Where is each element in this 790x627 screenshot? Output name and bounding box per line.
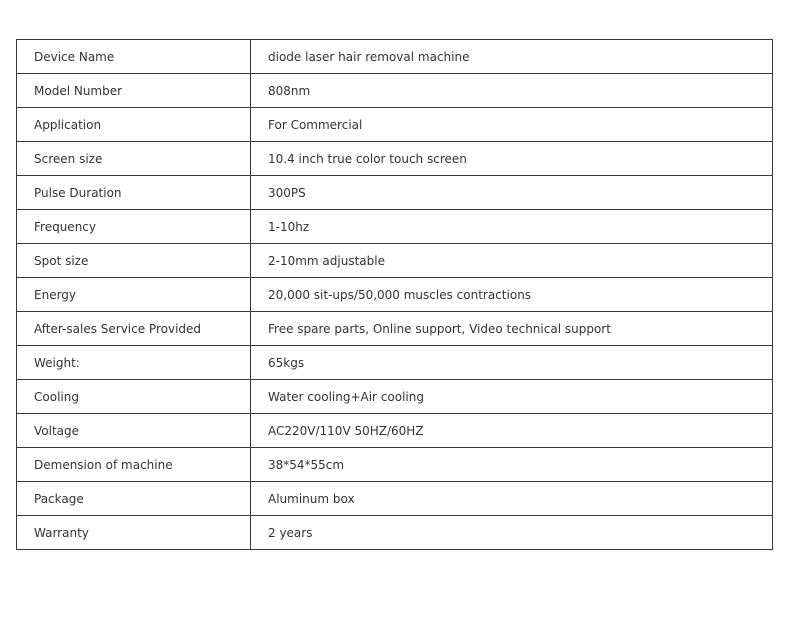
spec-value: 10.4 inch true color touch screen — [251, 142, 773, 176]
spec-label: Demension of machine — [17, 448, 251, 482]
table-row — [17, 516, 773, 550]
spec-label: Voltage — [17, 414, 251, 448]
table-row — [17, 346, 773, 380]
table-row — [17, 176, 773, 210]
spec-label: Pulse Duration — [17, 176, 251, 210]
spec-value: diode laser hair removal machine — [251, 40, 773, 74]
spec-label: Device Name — [17, 40, 251, 74]
spec-value: AC220V/110V 50HZ/60HZ — [251, 414, 773, 448]
spec-label: Frequency — [17, 210, 251, 244]
spec-value: 808nm — [251, 74, 773, 108]
spec-label: Warranty — [17, 516, 251, 550]
table-row — [17, 244, 773, 278]
table-row — [17, 448, 773, 482]
spec-value: Aluminum box — [251, 482, 773, 516]
spec-table — [16, 39, 773, 550]
spec-value: 2 years — [251, 516, 773, 550]
spec-value: For Commercial — [251, 108, 773, 142]
spec-value: 300PS — [251, 176, 773, 210]
spec-label: Weight: — [17, 346, 251, 380]
table-row — [17, 278, 773, 312]
spec-value: 38*54*55cm — [251, 448, 773, 482]
spec-label: Cooling — [17, 380, 251, 414]
spec-label: Screen size — [17, 142, 251, 176]
table-row — [17, 142, 773, 176]
table-row — [17, 210, 773, 244]
spec-label: After-sales Service Provided — [17, 312, 251, 346]
spec-value: Free spare parts, Online support, Video technical support — [251, 312, 773, 346]
spec-value: Water cooling+Air cooling — [251, 380, 773, 414]
spec-label: Energy — [17, 278, 251, 312]
spec-value: 20,000 sit-ups/50,000 muscles contractions — [251, 278, 773, 312]
table-row — [17, 482, 773, 516]
table-row — [17, 380, 773, 414]
table-row — [17, 414, 773, 448]
spec-label: Package — [17, 482, 251, 516]
table-row — [17, 108, 773, 142]
spec-value: 2-10mm adjustable — [251, 244, 773, 278]
table-row — [17, 40, 773, 74]
table-row — [17, 312, 773, 346]
spec-label: Model Number — [17, 74, 251, 108]
spec-value: 65kgs — [251, 346, 773, 380]
spec-label: Application — [17, 108, 251, 142]
table-row — [17, 74, 773, 108]
spec-label: Spot size — [17, 244, 251, 278]
spec-value: 1-10hz — [251, 210, 773, 244]
